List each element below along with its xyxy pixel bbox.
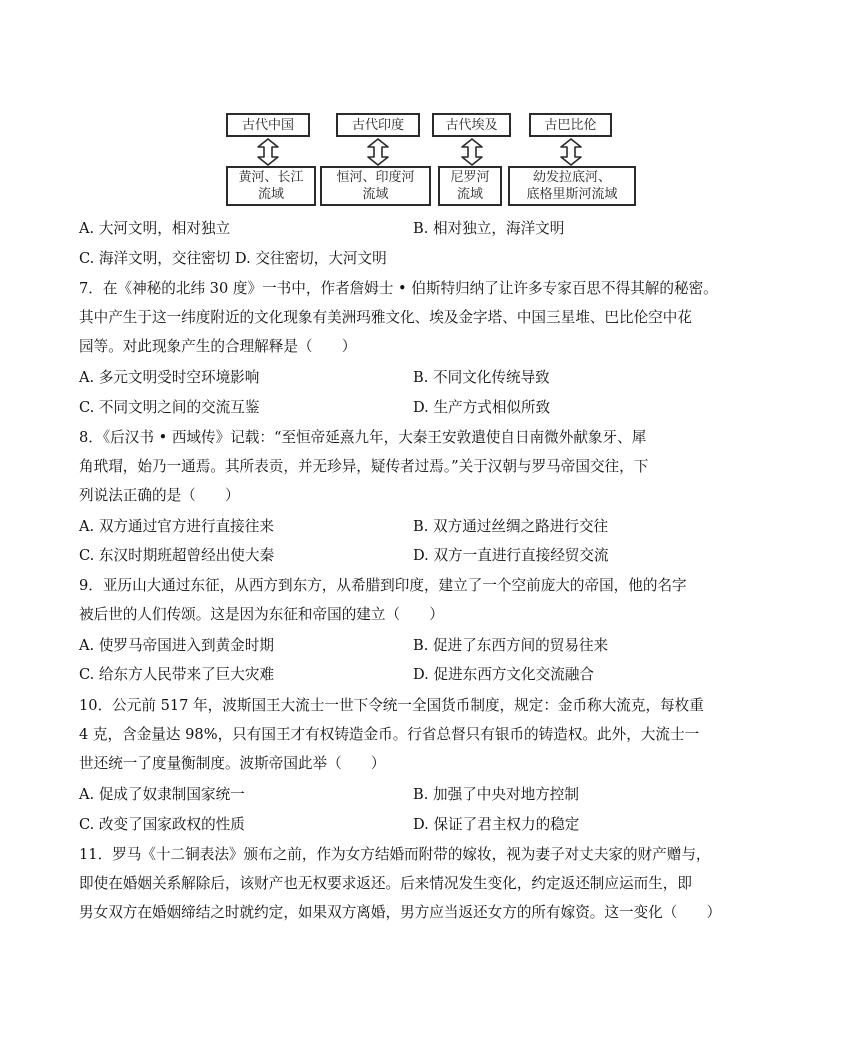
- question-7-stem: 其中产生于这一纬度附近的文化现象有美洲玛雅文化、埃及金字塔、中国三星堆、巴比伦空中花: [79, 309, 692, 326]
- box-ancient-india: 古代印度: [336, 113, 420, 137]
- option-c: C. 东汉时期班超曾经出使大秦: [79, 547, 275, 564]
- question-11-stem: 即使在婚姻关系解除后，该财产也无权要求返还。后来情况发生变化，约定返还制应运而生，即: [79, 875, 692, 892]
- option-a: A. 促成了奴隶制国家统一: [79, 786, 245, 803]
- question-8-stem: 8．《后汉书 • 西域传》记载：“至恒帝延熹九年，大秦王安敦遣使自日南微外献象牙、犀: [79, 429, 647, 446]
- box-ancient-babylon: 古巴比伦: [529, 113, 612, 137]
- option-b: B. 加强了中央对地方控制: [413, 786, 579, 803]
- option-d: D. 保证了君主权力的稳定: [413, 816, 580, 833]
- box-ganges-indus-basin: 恒河、印度河 流域: [320, 166, 431, 206]
- option-a: A. 双方通过官方进行直接往来: [79, 518, 274, 535]
- option-c-d: C. 海洋文明，交往密切 D. 交往密切，大河文明: [79, 250, 387, 267]
- question-11-stem: 11．罗马《十二铜表法》颁布之前，作为女方结婚而附带的嫁妆，视为妻子对丈夫家的财产赠与，: [79, 846, 711, 863]
- option-d: D. 促进东西方文化交流融合: [413, 666, 594, 683]
- box-ancient-egypt: 古代埃及: [432, 113, 511, 137]
- box-yellow-yangtze-basin: 黄河、长江 流域: [226, 166, 316, 206]
- question-7-stem: 园等。对此现象产生的合理解释是（ ）: [79, 338, 357, 355]
- question-10-stem: 4 克，含金量达 98%，只有国王才有权铸造金币。行省总督只有银币的铸造权。此外，大流士一: [79, 726, 700, 743]
- option-c: C. 给东方人民带来了巨大灾难: [79, 666, 275, 683]
- option-a: A. 大河文明，相对独立: [79, 220, 231, 237]
- option-d: D. 双方一直进行直接经贸交流: [413, 547, 609, 564]
- option-b: B. 不同文化传统导致: [413, 369, 550, 386]
- option-a: A. 使罗马帝国进入到黄金时期: [79, 637, 274, 654]
- option-d: D. 生产方式相似所致: [413, 399, 551, 416]
- double-arrow-icon: [254, 138, 282, 166]
- question-9-stem: 被后世的人们传颂。这是因为东征和帝国的建立（ ）: [79, 606, 444, 623]
- question-7-stem: 7．在《神秘的北纬 30 度》一书中，作者詹姆士 • 伯斯特归纳了让许多专家百思不得其解的秘密。: [79, 280, 718, 297]
- option-a: A. 多元文明受时空环境影响: [79, 369, 260, 386]
- double-arrow-icon: [458, 138, 486, 166]
- box-euphrates-tigris-basin: 幼发拉底河、 底格里斯河流域: [508, 166, 636, 206]
- question-8-stem: 列说法正确的是（ ）: [79, 487, 240, 504]
- double-arrow-icon: [364, 138, 392, 166]
- option-c: C. 改变了国家政权的性质: [79, 816, 245, 833]
- box-nile-basin: 尼罗河 流域: [438, 166, 502, 206]
- question-10-stem: 10．公元前 517 年，波斯国王大流士一世下令统一全国货币制度，规定：金币称大流克，每枚重: [79, 697, 704, 714]
- question-10-stem: 世还统一了度量衡制度。波斯帝国此举（ ）: [79, 755, 386, 772]
- question-11-stem: 男女双方在婚姻缔结之时就约定，如果双方离婚，男方应当返还女方的所有嫁资。这一变化（ ）: [79, 904, 722, 921]
- option-b: B. 双方通过丝绸之路进行交往: [413, 518, 609, 535]
- question-9-stem: 9．亚历山大通过东征，从西方到东方，从希腊到印度，建立了一个空前庞大的帝国，他的名字: [79, 577, 687, 594]
- option-c: C. 不同文明之间的交流互鉴: [79, 399, 260, 416]
- option-b: B. 促进了东西方间的贸易往来: [413, 637, 609, 654]
- double-arrow-icon: [557, 138, 585, 166]
- option-b: B. 相对独立，海洋文明: [413, 220, 565, 237]
- question-8-stem: 角玳瑁，始乃一通焉。其所表贡，并无珍异，疑传者过焉。”关于汉朝与罗马帝国交往，下: [79, 458, 649, 475]
- civilization-diagram: [0, 0, 860, 220]
- box-ancient-china: 古代中国: [226, 113, 310, 137]
